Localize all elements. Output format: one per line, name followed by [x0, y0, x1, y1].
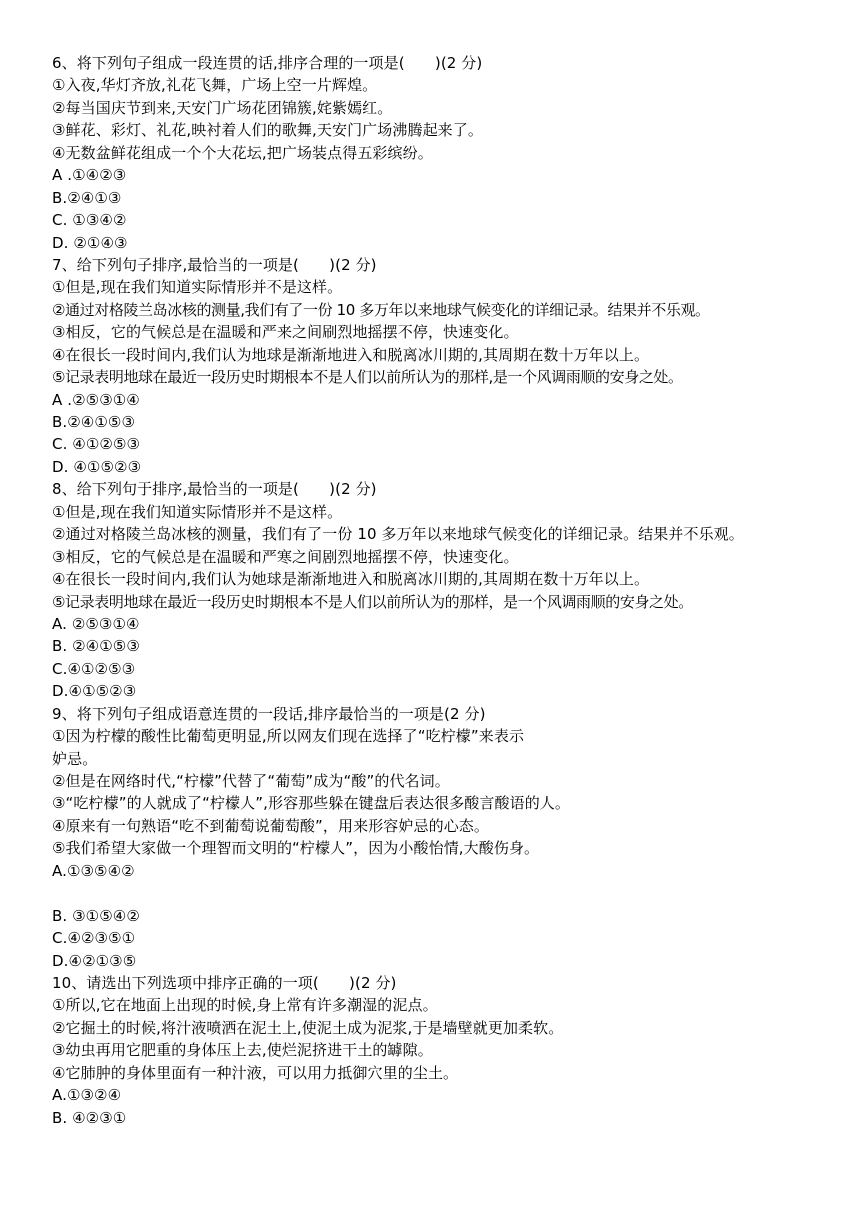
- question-7-sentence-4: ④在很长一段时间内,我们认为地球是渐渐地进入和脱离冰川期的,其周期在数十万年以上。: [52, 345, 650, 364]
- question-9-stem: 9、将下列句子组成语意连贯的一段话,排序最恰当的一项是(2 分): [52, 704, 486, 723]
- question-9-option-a: A.①③⑤④②: [52, 861, 135, 880]
- question-8-sentence-1: ①但是,现在我们知道实际情形并不是这样。: [52, 502, 343, 521]
- question-7-option-a: A .②⑤③①④: [52, 390, 140, 409]
- question-6-sentence-2: ②每当国庆节到来,天安门广场花团锦簇,姹紫嫣红。: [52, 98, 393, 117]
- question-8-sentence-4: ④在很长一段时间内,我们认为她球是渐渐地进入和脱离冰川期的,其周期在数十万年以上。: [52, 570, 650, 589]
- question-7-stem: 7、给下列句子排序,最恰当的一项是( )(2 分): [52, 255, 377, 274]
- blank-line: [52, 882, 822, 904]
- question-7-sentence-2: ②通过对格陵兰岛冰核的测量,我们有了一份 10 多万年以来地球气候变化的详细记录。结果并不乐观。: [52, 300, 710, 319]
- question-6-sentence-4: ④无数盆鲜花组成一个个大花坛,把广场装点得五彩缤纷。: [52, 143, 433, 162]
- question-8-sentence-2: ②通过对格陵兰岛冰核的测量，我们有了一份 10 多万年以来地球气候变化的详细记录。结果并不乐观。: [52, 525, 744, 544]
- question-6-sentence-3: ③鲜花、彩灯、礼花,映衬着人们的歌舞,天安门广场沸腾起来了。: [52, 121, 483, 140]
- question-6-option-b: B.②④①③: [52, 188, 122, 207]
- question-7-option-c: C. ④①②⑤③: [52, 435, 141, 454]
- question-7-option-b: B.②④①⑤③: [52, 413, 135, 431]
- question-9-sentence-5: ⑤我们希望大家做一个理智而文明的“柠檬人”，因为小酸怡情,大酸伤身。: [52, 839, 540, 858]
- question-10-sentence-1: ①所以,它在地面上出现的时候,身上常有许多潮湿的泥点。: [52, 996, 438, 1015]
- question-7-sentence-5: ⑤记录表明地球在最近一段历史时期根本不是人们以前所认为的那样,是一个风调雨顺的安身之处。: [52, 368, 683, 387]
- question-8-option-c: C.④①②⑤③: [52, 659, 136, 678]
- question-8-option-b: B. ②④①⑤③: [52, 637, 140, 656]
- question-9-sentence-1: ①因为柠檬的酸性比葡萄更明显,所以网友们现在选择了“吃柠檬”来表示: [52, 727, 525, 746]
- question-6-option-d: D. ②①④③: [52, 233, 128, 252]
- question-7-option-d: D. ④①⑤②③: [52, 457, 142, 476]
- question-9-sentence-3: ③“吃柠檬”的人就成了“柠檬人”,形容那些躲在键盘后表达很多酸言酸语的人。: [52, 794, 571, 813]
- exam-page: [52, 52, 822, 1129]
- question-8-sentence-5: ⑤记录表明地球在最近一段历史时期根本不是人们以前所认为的那样，是一个风调雨顺的安身之处。: [52, 592, 693, 611]
- question-8-stem: 8、给下列句于排序,最恰当的一项是( )(2 分): [52, 480, 377, 499]
- question-9-option-b: B. ③①⑤④②: [52, 906, 140, 925]
- question-8-option-a: A. ②⑤③①④: [52, 614, 140, 633]
- question-9-sentence-4: ④原来有一句熟语“吃不到葡萄说葡萄酸”，用来形容妒忌的心态。: [52, 816, 489, 835]
- question-9-sentence-2: ②但是在网络时代,“柠檬”代替了“葡萄”成为“酸”的代名词。: [52, 772, 450, 791]
- question-8-sentence-3: ③相反，它的气候总是在温暖和严寒之间剧烈地摇摆不停，快速变化。: [52, 547, 519, 566]
- question-10-sentence-2: ②它掘土的时候,将汁液喷洒在泥土上,使泥土成为泥浆,于是墙壁就更加柔软。: [52, 1018, 564, 1037]
- question-6-option-c: C. ①③④②: [52, 211, 127, 230]
- question-6-sentence-1: ①入夜,华灯齐放,礼花飞舞，广场上空一片辉煌。: [52, 76, 378, 95]
- question-7-sentence-1: ①但是,现在我们知道实际情形并不是这样。: [52, 278, 343, 297]
- question-7-sentence-3: ③相反，它的气候总是在温暖和严来之间刷烈地摇摆不停，快速变化。: [52, 323, 519, 342]
- question-9-sentence-1-cont: 妒忌。: [52, 749, 98, 768]
- question-10-option-a: A.①③②④: [52, 1086, 122, 1105]
- question-10-option-b: B. ④②③①: [52, 1108, 127, 1127]
- question-6-option-a: A .①④②③: [52, 166, 127, 185]
- question-10-sentence-4: ④它肺肿的身体里面有一种汁液，可以用力抵御穴里的尘土。: [52, 1063, 459, 1082]
- question-8-option-d: D.④①⑤②③: [52, 682, 137, 701]
- question-10-sentence-3: ③幼虫再用它肥重的身体压上去,使烂泥挤进干土的罅隙。: [52, 1041, 433, 1060]
- question-9-option-d: D.④②①③⑤: [52, 951, 137, 970]
- question-6-stem: 6、将下列句子组成一段连贯的话,排序合理的一项是( )(2 分): [52, 54, 483, 72]
- question-10-stem: 10、请选出下列选项中排序正确的一项( )(2 分): [52, 973, 397, 992]
- question-9-option-c: C.④②③⑤①: [52, 929, 136, 948]
